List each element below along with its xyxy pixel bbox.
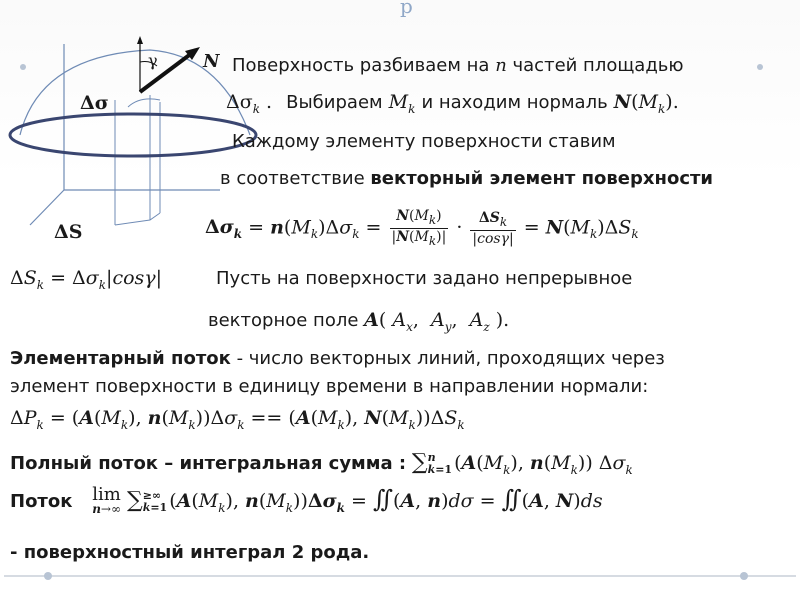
text-line-6: Пусть на поверхности задано непрерывное bbox=[216, 268, 633, 289]
line1-text: Поверхность разбиваем на bbox=[232, 55, 490, 76]
bottom-right-dot bbox=[740, 572, 748, 580]
delta-sigma-label: Δσ bbox=[80, 92, 109, 114]
bottom-divider bbox=[4, 575, 796, 577]
text-line-7: векторное поле A( $A_x$, $A_y$, $A_z$ ). bbox=[208, 309, 510, 334]
vector-element-formula: $\Delta\sigma_k = n(M_k)\Delta\sigma_k$ = $\frac{N(M_k)}{|N(M_k)|}$ · $\frac{\Delta S_k}{|\cos\gamma|}$ = $N(M_k)\Delta S_k$ bbox=[205, 208, 639, 248]
normal-vector-label: N bbox=[203, 51, 220, 72]
flux-limit-line: Поток lim n→∞ ∑≥∞ k=1 ($A(M_k)$, $n(M_k))\Delta\sigma_k$ = ∫∫ (A, n)dσ = ∫∫ (A, N)ds bbox=[10, 484, 603, 516]
dS-relation-formula: $\Delta S_k = \Delta\sigma_k|\cos\gamma|$ bbox=[10, 267, 163, 292]
surface-integral-line: - поверхностный интеграл 2 рода. bbox=[10, 542, 370, 563]
flux-def-line-2: элемент поверхности в единицу времени в направлении нормали: bbox=[10, 376, 649, 397]
flux-def-line-1: Элементарный поток - число векторных линий, проходящих через bbox=[10, 348, 665, 369]
text-line-3: Каждому элементу поверхности ставим bbox=[232, 131, 616, 152]
delta-S-label: ΔS bbox=[54, 221, 83, 243]
slide-title-fragment: р bbox=[400, 0, 413, 18]
bullet-1 bbox=[20, 64, 26, 70]
line1-rest: частей площадью bbox=[512, 55, 684, 76]
n-var: n bbox=[495, 55, 507, 76]
bottom-left-dot bbox=[44, 572, 52, 580]
text-line-1 bbox=[232, 55, 684, 77]
text-line-2: $\Delta\sigma_k$ . Выбираем $M_k$ и находим нормаль $N(M_k)$. bbox=[226, 91, 679, 116]
dsigma-k: $\Delta\sigma_k$ bbox=[226, 91, 260, 116]
gamma-label: γ bbox=[148, 51, 158, 70]
elementary-flux-formula: $\Delta P_k = (A(M_k)$, $n(M_k))\Delta\sigma_k == (A(M_k)$, $N(M_k))\Delta S_k$ bbox=[10, 407, 465, 432]
full-flux-line: Полный поток – интегральная сумма : ∑n k=1 ($A(M_k)$, $n(M_k)$) $\Delta\sigma_k$ bbox=[10, 450, 633, 477]
text-line-4: в соответствие векторный элемент поверхности bbox=[220, 168, 714, 189]
M-k: $M_k$ bbox=[388, 91, 416, 116]
top-right-dot bbox=[757, 64, 763, 70]
